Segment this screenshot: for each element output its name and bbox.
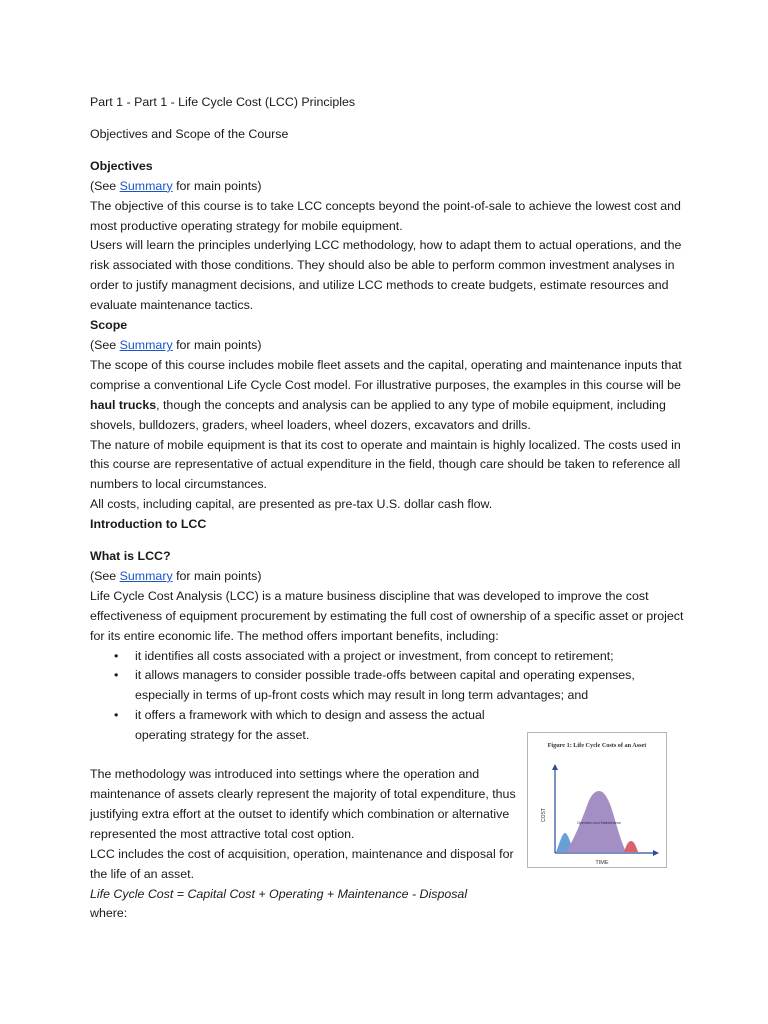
- scope-paragraph-3: All costs, including capital, are presented as pre-tax U.S. dollar cash flow.: [90, 497, 493, 512]
- scope-paragraph-1: The scope of this course includes mobile fleet assets and the capital, operating and maintenance inputs that comprise a conventional Life Cycle Cost model. For illustrative purposes, the examples in this course will be haul trucks, though the concepts and analysis can be applied to any type of mobile equipment, including shovels, bulldozers, graders, wheel loaders, wheel dozers, excavators and drills.: [90, 357, 682, 432]
- phase-label: Operation and Maintenance: [576, 821, 622, 825]
- lcc-figure-svg: [528, 733, 666, 867]
- list-item: • it offers a framework with which to design and assess the actual operating strategy for the asset.: [114, 708, 485, 743]
- disposal-cost-area: [624, 841, 638, 852]
- scope-heading: Scope: [90, 318, 128, 333]
- list-item: • it allows managers to consider possible trade-offs between capital and operating expenses, especially in terms of up-front costs which may result in long term advantages; and: [114, 668, 635, 703]
- what-summary-link[interactable]: Summary: [119, 568, 173, 583]
- objectives-summary-link[interactable]: Summary: [119, 178, 173, 193]
- what-see-summary: (See Summary for main points): [90, 568, 262, 583]
- what-paragraph-3: LCC includes the cost of acquisition, operation, maintenance and disposal for the life of an asset.: [90, 846, 514, 881]
- what-is-lcc-heading: What is LCC?: [90, 549, 171, 564]
- scope-paragraph-2: The nature of mobile equipment is that its cost to operate and maintain is highly localized. The costs used in this course are representative of actual expenditure in the field, though care should be taken to reference all numbers to local circumstances.: [90, 437, 681, 492]
- lcc-formula: Life Cycle Cost = Capital Cost + Operating + Maintenance - Disposal: [90, 886, 468, 901]
- document-title: Part 1 - Part 1 - Life Cycle Cost (LCC) Principles: [90, 95, 356, 109]
- lcc-figure: [527, 732, 667, 868]
- what-paragraph-1: Life Cycle Cost Analysis (LCC) is a mature business discipline that was developed to improve the cost effectiveness of equipment procurement by estimating the full cost of ownership of a specific asset or project for its entire economic life. The method offers important benefits, including:: [90, 588, 684, 643]
- list-item: • it identifies all costs associated with a project or investment, from concept to retirement;: [135, 647, 690, 667]
- bullet-icon: •: [114, 648, 119, 663]
- x-axis-label: TIME: [595, 860, 609, 866]
- y-axis-arrow-icon: [552, 764, 558, 770]
- objectives-paragraph-2: Users will learn the principles underlying LCC methodology, how to adapt them to actual operations, and the risk associated with those conditions. They should also be able to perform common investment analyses in order to justify managment decisions, and utilize LCC methods to create budgets, estimate resources and evaluate maintenance tactics.: [90, 238, 682, 313]
- figure-caption: Figure 1: Life Cycle Costs of an Asset: [547, 742, 647, 749]
- bullet-icon: •: [114, 708, 119, 723]
- bullet-icon: •: [114, 668, 119, 683]
- document-subtitle: Objectives and Scope of the Course: [90, 126, 289, 141]
- x-axis-arrow-icon: [653, 850, 659, 856]
- scope-see-summary: (See Summary for main points): [90, 337, 262, 352]
- where-label: where:: [90, 906, 128, 921]
- what-paragraph-2: The methodology was introduced into settings where the operation and maintenance of assets clearly represent the majority of total expenditure, thus justifying extra effort at the outset to identify which combination or alternative represented the most attractive total cost option.: [90, 767, 516, 841]
- y-axis-label: COST: [541, 808, 547, 822]
- objectives-see-summary: (See Summary for main points): [90, 178, 262, 193]
- objectives-heading: Objectives: [90, 158, 153, 173]
- objectives-paragraph-1: The objective of this course is to take LCC concepts beyond the point-of-sale to achieve the lowest cost and most productive operating strategy for mobile equipment.: [90, 198, 681, 233]
- haul-trucks-bold: haul trucks: [90, 397, 157, 412]
- scope-summary-link[interactable]: Summary: [119, 337, 173, 352]
- intro-heading: Introduction to LCC: [90, 517, 207, 532]
